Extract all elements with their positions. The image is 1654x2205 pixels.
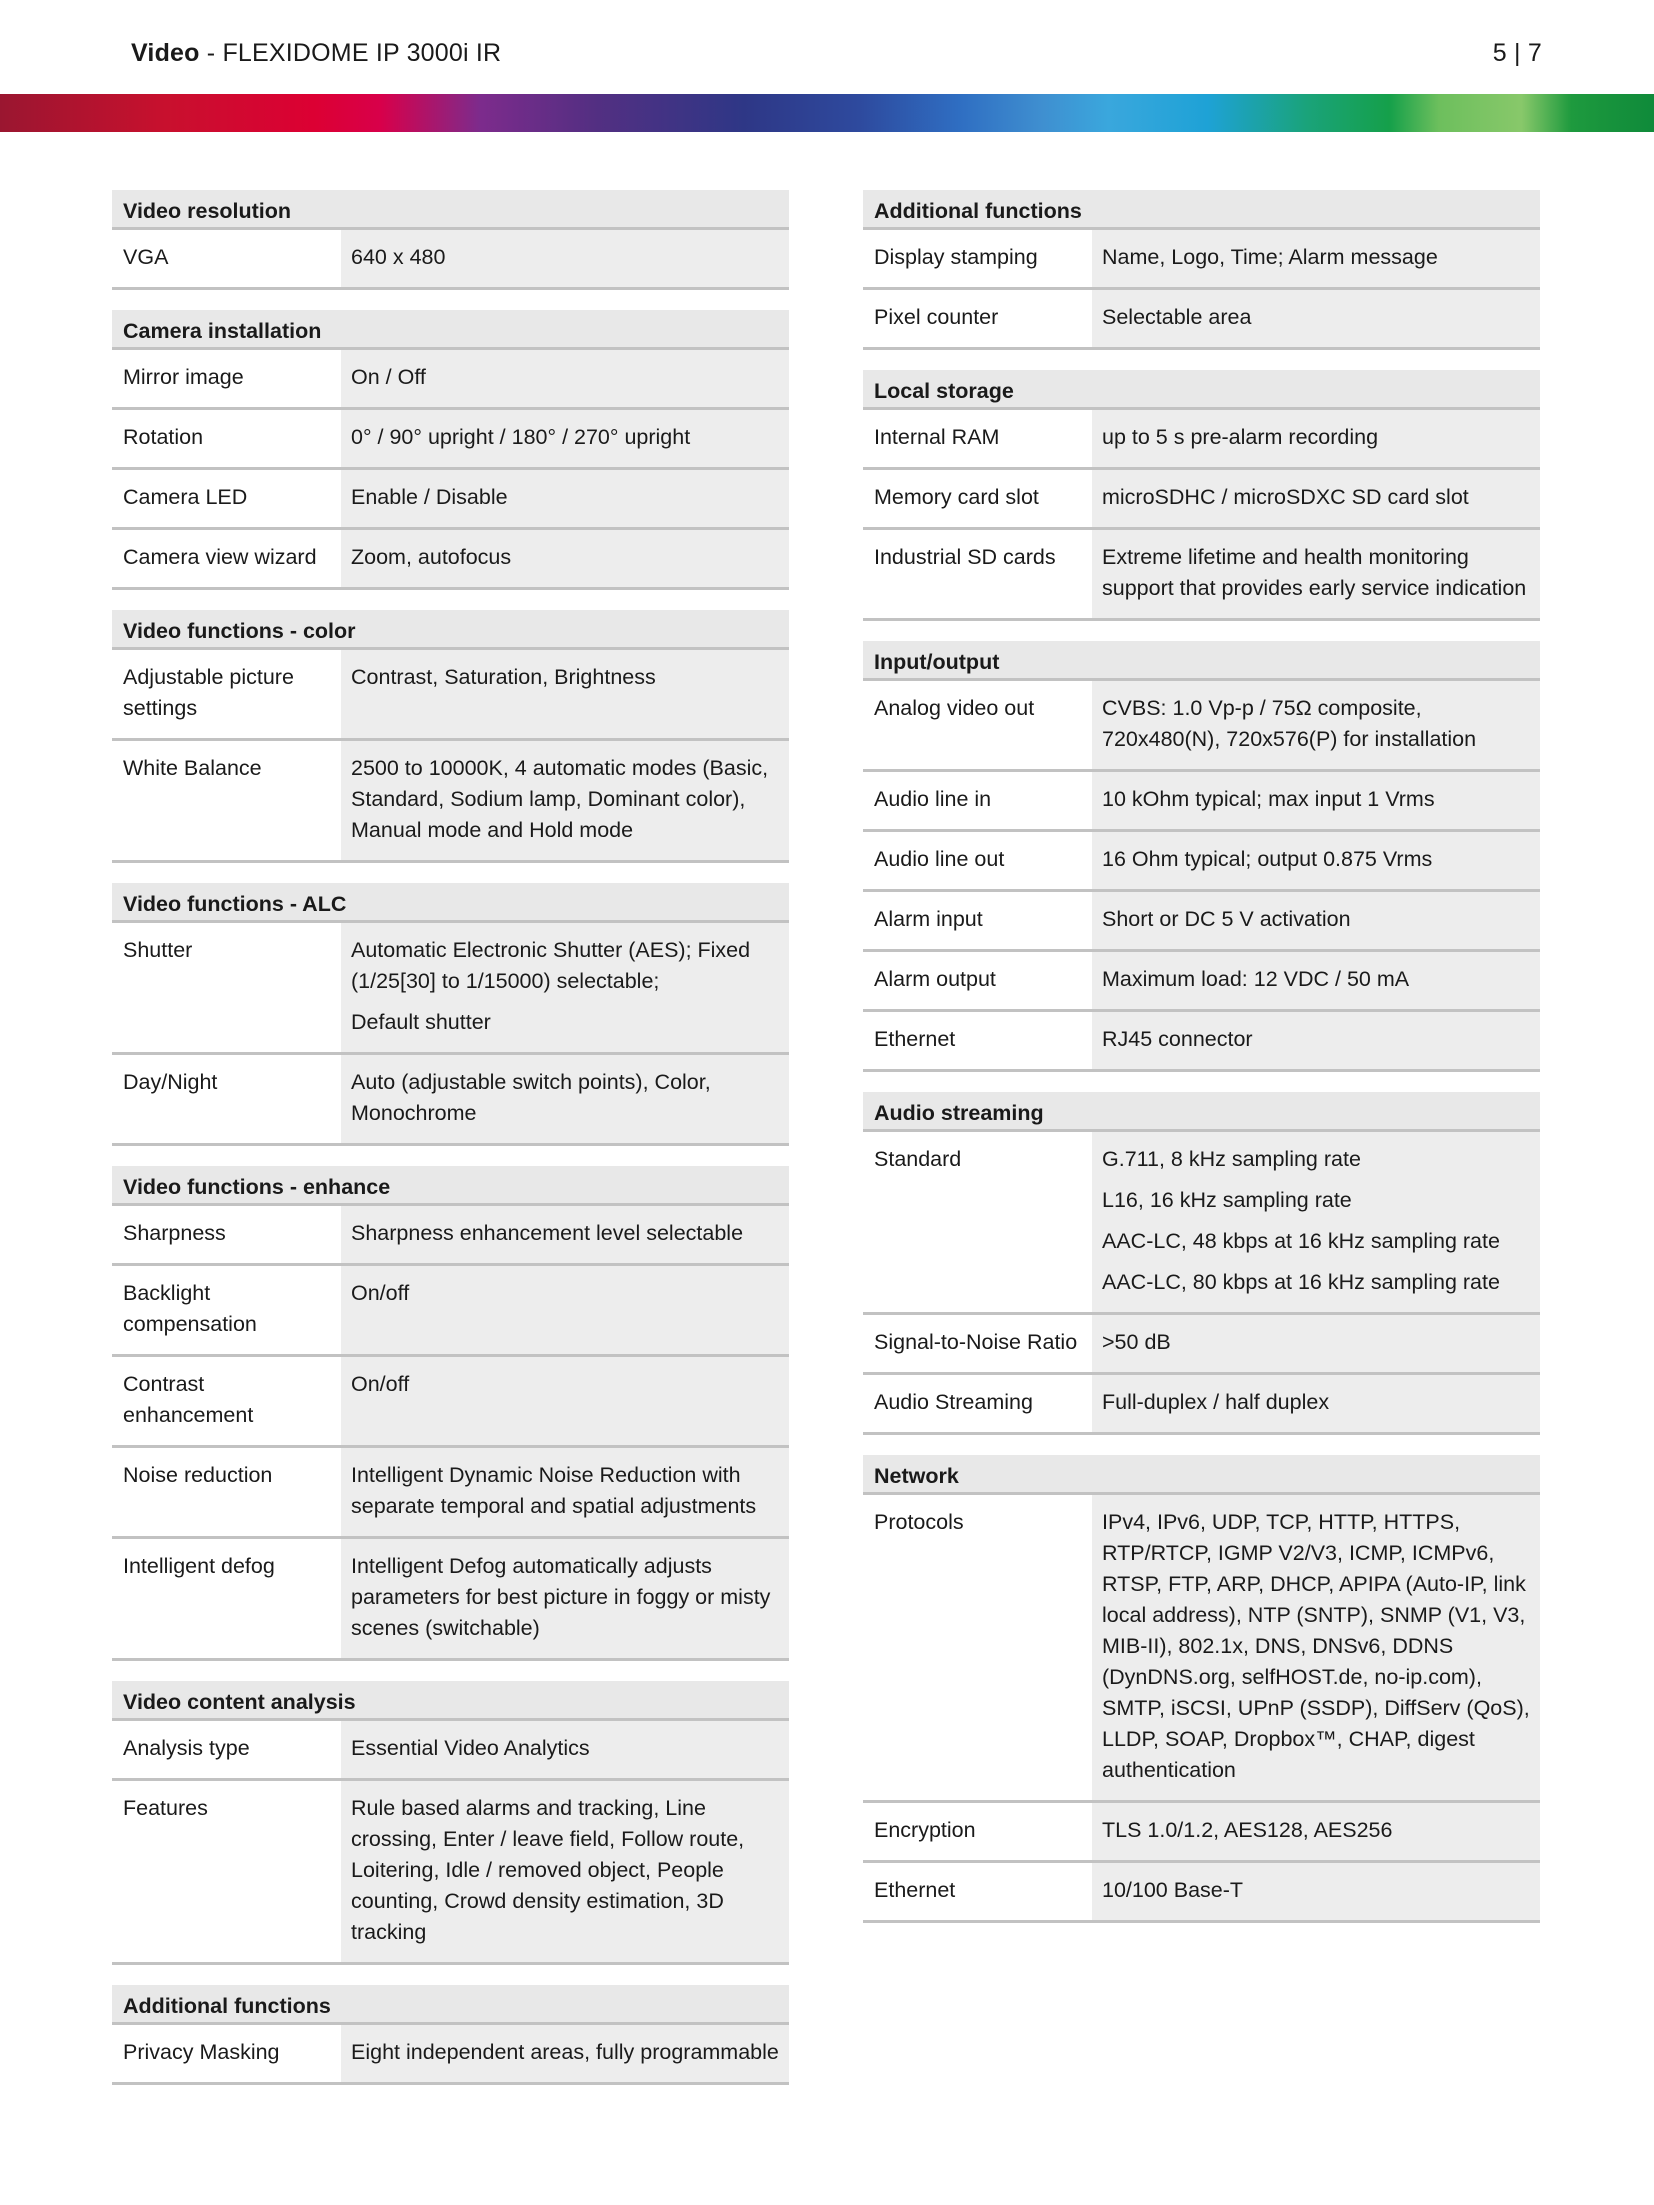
spec-row — [863, 892, 1540, 952]
spec-value-line: microSDHC / microSDXC SD card slot — [1102, 485, 1469, 509]
spec-value-line: Eight independent areas, fully programmable — [351, 2040, 779, 2064]
spec-value — [341, 230, 789, 287]
spec-value — [1092, 1495, 1540, 1800]
spec-value — [341, 1055, 789, 1143]
spec-section-video-resolution — [112, 190, 789, 290]
page-number: 5 | 7 — [1492, 38, 1542, 67]
spec-value-line: Contrast, Saturation, Brightness — [351, 665, 656, 689]
spec-value — [341, 1721, 789, 1778]
spec-label: Analysis type — [112, 1721, 341, 1778]
section-title: Audio streaming — [863, 1092, 1540, 1132]
spec-value — [341, 410, 789, 467]
right-column — [863, 190, 1540, 1943]
spec-value-line: AAC-LC, 80 kbps at 16 kHz sampling rate — [1102, 1270, 1500, 1294]
section-title: Additional functions — [863, 190, 1540, 230]
spec-row — [863, 410, 1540, 470]
spec-row — [863, 470, 1540, 530]
spec-value — [1092, 681, 1540, 769]
spec-value-line: Intelligent Dynamic Noise Reduction with separate temporal and spatial adjustments — [351, 1463, 757, 1518]
spec-row — [863, 1803, 1540, 1863]
spec-section-network — [863, 1455, 1540, 1923]
spec-value — [1092, 1375, 1540, 1432]
document-title — [131, 39, 501, 68]
spec-label: Alarm input — [863, 892, 1092, 949]
spec-label: Audio line out — [863, 832, 1092, 889]
spec-row — [863, 1863, 1540, 1923]
spec-label: Mirror image — [112, 350, 341, 407]
spec-section-camera-installation — [112, 310, 789, 590]
spec-section-video-functions-alc — [112, 883, 789, 1146]
spec-value-line: 2500 to 10000K, 4 automatic modes (Basic, Standard, Sodium lamp, Dominant color), Manual mode and Hold mode — [351, 756, 769, 842]
spec-row — [863, 230, 1540, 290]
spec-value-line: IPv4, IPv6, UDP, TCP, HTTP, HTTPS, RTP/RTCP, IGMP V2/V3, ICMP, ICMPv6, RTSP, FTP, ARP, DHCP, APIPA (Auto-IP, link local address), NTP (SNTP), SNMP (V1, V3, MIB-II), 802.1x, DNS, DNSv6, DDNS (DynDNS.org, selfHOST.de, no-ip.com), SMTP, iSCSI, UPnP (SSDP), DiffServ (QoS), LLDP, SOAP, Dropbox™, CHAP, digest authentication — [1102, 1510, 1530, 1782]
spec-label: Privacy Masking — [112, 2025, 341, 2082]
spec-row — [863, 530, 1540, 621]
spec-value-line: On / Off — [351, 365, 426, 389]
spec-section-video-functions-color — [112, 610, 789, 863]
spec-value-line: AAC-LC, 48 kbps at 16 kHz sampling rate — [1102, 1229, 1500, 1253]
spec-label: Pixel counter — [863, 290, 1092, 347]
spec-value — [341, 470, 789, 527]
spec-value — [1092, 892, 1540, 949]
spec-row — [863, 1495, 1540, 1803]
spec-value — [1092, 1132, 1540, 1312]
spec-row — [112, 741, 789, 863]
spec-label: Alarm output — [863, 952, 1092, 1009]
spec-value-line: G.711, 8 kHz sampling rate — [1102, 1147, 1361, 1171]
spec-row — [112, 1781, 789, 1965]
spec-value — [341, 350, 789, 407]
spec-label: Audio Streaming — [863, 1375, 1092, 1432]
spec-label: Signal-to-Noise Ratio — [863, 1315, 1092, 1372]
spec-row — [863, 1315, 1540, 1375]
spec-value-line: 10 kOhm typical; max input 1 Vrms — [1102, 787, 1435, 811]
spec-row — [863, 1375, 1540, 1435]
spec-section-audio-streaming — [863, 1092, 1540, 1435]
spec-section-local-storage — [863, 370, 1540, 621]
spec-value — [1092, 1315, 1540, 1372]
spec-row — [112, 230, 789, 290]
spec-value-line: >50 dB — [1102, 1330, 1171, 1354]
spec-label: Contrast enhancement — [112, 1357, 341, 1445]
spec-row — [863, 681, 1540, 772]
spec-value-line: Maximum load: 12 VDC / 50 mA — [1102, 967, 1410, 991]
spec-value-line: Extreme lifetime and health monitoring support that provides early service indication — [1102, 545, 1527, 600]
spec-row — [863, 772, 1540, 832]
spec-section-additional-functions — [112, 1985, 789, 2085]
spec-section-video-functions-enhance — [112, 1166, 789, 1661]
spec-value — [1092, 470, 1540, 527]
document-title-category: Video — [131, 38, 200, 67]
spec-value-line: 10/100 Base-T — [1102, 1878, 1244, 1902]
spec-value — [341, 1266, 789, 1354]
spec-label: Ethernet — [863, 1012, 1092, 1069]
spec-value-line: Full-duplex / half duplex — [1102, 1390, 1330, 1414]
spec-value-line: Intelligent Defog automatically adjusts parameters for best picture in foggy or misty scenes (switchable) — [351, 1554, 771, 1640]
section-title: Camera installation — [112, 310, 789, 350]
spec-row — [112, 410, 789, 470]
spec-section-input-output — [863, 641, 1540, 1072]
spec-label: Features — [112, 1781, 341, 1962]
spec-value-line: Name, Logo, Time; Alarm message — [1102, 245, 1438, 269]
spec-row — [863, 1132, 1540, 1315]
spec-row — [112, 1266, 789, 1357]
section-title: Input/output — [863, 641, 1540, 681]
spec-value — [1092, 1803, 1540, 1860]
spec-label: Day/Night — [112, 1055, 341, 1143]
spec-value — [1092, 1863, 1540, 1920]
spec-value — [1092, 530, 1540, 618]
spec-label: Intelligent defog — [112, 1539, 341, 1658]
spec-label: Shutter — [112, 923, 341, 1052]
page-header — [131, 30, 1542, 76]
spec-section-additional-functions — [863, 190, 1540, 350]
spec-label: Protocols — [863, 1495, 1092, 1800]
section-title: Video functions - enhance — [112, 1166, 789, 1206]
spec-value — [1092, 952, 1540, 1009]
spec-value-line: Auto (adjustable switch points), Color, Monochrome — [351, 1070, 711, 1125]
spec-value-line: Sharpness enhancement level selectable — [351, 1221, 744, 1245]
section-title: Video functions - color — [112, 610, 789, 650]
spec-value-line: 640 x 480 — [351, 245, 446, 269]
spec-value — [341, 1206, 789, 1263]
spec-label: Audio line in — [863, 772, 1092, 829]
spec-value-line: 0° / 90° upright / 180° / 270° upright — [351, 425, 691, 449]
spec-row — [112, 2025, 789, 2085]
spec-row — [112, 1357, 789, 1448]
spec-row — [863, 290, 1540, 350]
spec-value-line: 16 Ohm typical; output 0.875 Vrms — [1102, 847, 1433, 871]
spec-label: Noise reduction — [112, 1448, 341, 1536]
spec-label: Adjustable picture settings — [112, 650, 341, 738]
spec-label: Standard — [863, 1132, 1092, 1312]
spec-row — [863, 952, 1540, 1012]
spec-value — [341, 1357, 789, 1445]
spec-value — [341, 741, 789, 860]
spec-value-line: CVBS: 1.0 Vp-p / 75Ω composite, 720x480(N), 720x576(P) for installation — [1102, 696, 1477, 751]
section-title: Video resolution — [112, 190, 789, 230]
spec-value-line: Automatic Electronic Shutter (AES); Fixed (1/25[30] to 1/15000) selectable; — [351, 938, 751, 993]
spec-label: Backlight compensation — [112, 1266, 341, 1354]
spec-value-line: Rule based alarms and tracking, Line crossing, Enter / leave field, Follow route, Loitering, Idle / removed object, People counting, Crowd density estimation, 3D tracking — [351, 1796, 745, 1944]
spec-row — [112, 1539, 789, 1661]
spec-row — [112, 1721, 789, 1781]
spec-value — [341, 2025, 789, 2082]
spec-row — [112, 530, 789, 590]
spec-value — [1092, 1012, 1540, 1069]
spec-value-line: On/off — [351, 1372, 410, 1396]
spec-value-line: Short or DC 5 V activation — [1102, 907, 1351, 931]
spec-value-line: Essential Video Analytics — [351, 1736, 590, 1760]
section-title: Additional functions — [112, 1985, 789, 2025]
section-title: Local storage — [863, 370, 1540, 410]
section-title: Video functions - ALC — [112, 883, 789, 923]
spec-row — [112, 350, 789, 410]
spec-row — [112, 1206, 789, 1266]
spec-value — [341, 1781, 789, 1962]
spec-row — [112, 1448, 789, 1539]
spec-value-line: Enable / Disable — [351, 485, 508, 509]
spec-label: Rotation — [112, 410, 341, 467]
spec-value-line: up to 5 s pre-alarm recording — [1102, 425, 1379, 449]
spec-row — [863, 832, 1540, 892]
spec-label: Sharpness — [112, 1206, 341, 1263]
spec-value-line: TLS 1.0/1.2, AES128, AES256 — [1102, 1818, 1393, 1842]
spec-value — [341, 650, 789, 738]
spec-label: Memory card slot — [863, 470, 1092, 527]
section-title: Video content analysis — [112, 1681, 789, 1721]
spec-section-video-content-analysis — [112, 1681, 789, 1965]
spec-label: Internal RAM — [863, 410, 1092, 467]
spec-label: White Balance — [112, 741, 341, 860]
spec-value-line: Default shutter — [351, 1010, 491, 1034]
color-band — [0, 94, 1654, 132]
spec-row — [112, 470, 789, 530]
spec-row — [112, 650, 789, 741]
spec-label: Analog video out — [863, 681, 1092, 769]
spec-value — [1092, 772, 1540, 829]
section-title: Network — [863, 1455, 1540, 1495]
spec-value — [1092, 410, 1540, 467]
spec-label: Industrial SD cards — [863, 530, 1092, 618]
spec-label: Encryption — [863, 1803, 1092, 1860]
spec-row — [112, 1055, 789, 1146]
spec-value-line: RJ45 connector — [1102, 1027, 1253, 1051]
spec-value-line: On/off — [351, 1281, 410, 1305]
spec-row — [863, 1012, 1540, 1072]
document-title-product: - FLEXIDOME IP 3000i IR — [199, 38, 502, 67]
spec-label: Display stamping — [863, 230, 1092, 287]
spec-value — [341, 530, 789, 587]
spec-label: Ethernet — [863, 1863, 1092, 1920]
spec-label: Camera LED — [112, 470, 341, 527]
spec-row — [112, 923, 789, 1055]
spec-value — [1092, 230, 1540, 287]
spec-value-line: Selectable area — [1102, 305, 1252, 329]
spec-value-line: L16, 16 kHz sampling rate — [1102, 1188, 1352, 1212]
spec-value — [341, 1539, 789, 1658]
spec-value — [341, 923, 789, 1052]
spec-value — [1092, 832, 1540, 889]
spec-label: VGA — [112, 230, 341, 287]
spec-value — [341, 1448, 789, 1536]
spec-value — [1092, 290, 1540, 347]
left-column — [112, 190, 789, 2105]
spec-label: Camera view wizard — [112, 530, 341, 587]
spec-value-line: Zoom, autofocus — [351, 545, 512, 569]
